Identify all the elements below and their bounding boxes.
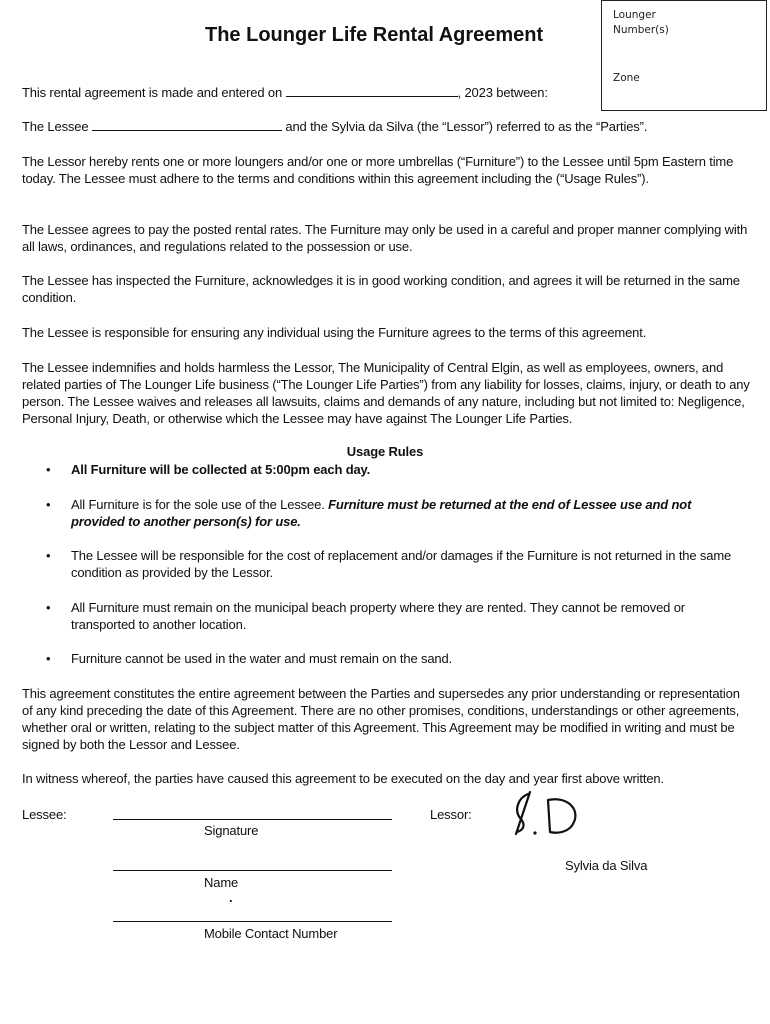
- lessee-name-line[interactable]: [113, 870, 392, 871]
- paragraph-rental-rates: The Lessee agrees to pay the posted rental rates. The Furniture may only be used in a careful and proper manner complying with all laws, ordinances, and regulations related to the possession or use.: [22, 222, 748, 254]
- usage-rule-text: All Furniture will be collected at 5:00pm each day.: [71, 462, 371, 477]
- signature-caption: Signature: [204, 823, 259, 838]
- lessor-label: Lessor:: [430, 807, 472, 822]
- intro-date-prefix: This rental agreement is made and entered on: [22, 85, 283, 100]
- usage-rule-emphasis: Furniture must be returned at the end of Lessee use and not provided to another person(s) for use.: [71, 497, 692, 529]
- usage-rule-text: The Lessee will be responsible for the cost of replacement and/or damages if the Furniture is not returned in the same condition as provided by the Lessor.: [71, 548, 732, 580]
- dot-mark: .: [229, 890, 233, 905]
- usage-rule-item: [46, 496, 746, 530]
- bullet-icon: •: [46, 600, 51, 615]
- intro-lessee-line: [22, 118, 752, 135]
- usage-rule-item: [46, 547, 746, 581]
- usage-rule-item: [46, 650, 746, 667]
- lessor-name: Sylvia da Silva: [565, 858, 648, 873]
- lounger-number-label: Lounger Number(s): [613, 9, 669, 36]
- lessee-mobile-line[interactable]: [113, 921, 392, 922]
- lessee-signature-line[interactable]: [113, 819, 392, 820]
- intro-lessee-suffix: and the Sylvia da Silva (the “Lessor”) referred to as the “Parties”.: [285, 119, 648, 134]
- bullet-icon: •: [46, 497, 51, 512]
- lessee-label: Lessee:: [22, 807, 67, 822]
- bullet-icon: •: [46, 462, 51, 477]
- bullet-icon: •: [46, 651, 51, 666]
- lessor-signature-icon: [508, 788, 584, 840]
- paragraph-inspection: The Lessee has inspected the Furniture, acknowledges it is in good working condition, and agrees it will be returned in the same condition.: [22, 273, 740, 305]
- intro-lessee-prefix: The Lessee: [22, 119, 89, 134]
- usage-rule-text: [71, 496, 741, 530]
- usage-rule-text: All Furniture must remain on the municipal beach property where they are rented. They cannot be removed or transported to another location.: [71, 600, 685, 632]
- lessee-blank[interactable]: [92, 118, 282, 131]
- paragraph-indemnity: The Lessee indemnifies and holds harmless the Lessor, The Municipality of Central Elgin, as well as employees, owners, and related parties of The Lounger Life business (“The Lounger Life Parties”) from any liability for losses, claims, injury, or death to any person. The Lessee waives and releases all lawsuits, claims and demands of any nature, including but not limited to: Negligence, Personal Injury, Death, or otherwise which the Lessee may have against The Lounger Life Parties.: [22, 360, 750, 426]
- usage-rule-item: [46, 599, 746, 633]
- document-title: The Lounger Life Rental Agreement: [205, 24, 544, 46]
- paragraph-witness: In witness whereof, the parties have caused this agreement to be executed on the day and year first above written.: [22, 771, 664, 786]
- usage-rule-plain: All Furniture is for the sole use of the Lessee.: [71, 497, 329, 512]
- date-blank[interactable]: [286, 84, 458, 97]
- intro-date-line: [22, 84, 752, 101]
- mobile-caption: Mobile Contact Number: [204, 926, 338, 941]
- usage-rule-item: [46, 461, 746, 478]
- name-caption: Name: [204, 875, 239, 890]
- zone-label: Zone: [613, 72, 640, 84]
- paragraph-rental-terms: The Lessor hereby rents one or more loungers and/or one or more umbrellas (“Furniture”) to the Lessee until 5pm Eastern time today. The Lessee must adhere to the terms and conditions within this agreement including the (“Usage Rules”).: [22, 154, 734, 186]
- paragraph-responsibility: The Lessee is responsible for ensuring any individual using the Furniture agrees to the terms of this agreement.: [22, 325, 647, 340]
- paragraph-entire-agreement: This agreement constitutes the entire agreement between the Parties and supersedes any prior understanding or representation of any kind preceding the date of this Agreement. There are no other promises, conditions, understandings or other agreements, whether oral or written, relating to the subject matter of this Agreement. This Agreement may be modified in writing and must be signed by both the Lessor and Lessee.: [22, 686, 740, 752]
- usage-rules-heading: Usage Rules: [346, 444, 424, 459]
- intro-date-suffix: , 2023 between:: [457, 85, 548, 100]
- usage-rule-text: Furniture cannot be used in the water and must remain on the sand.: [71, 651, 453, 666]
- bullet-icon: •: [46, 548, 51, 563]
